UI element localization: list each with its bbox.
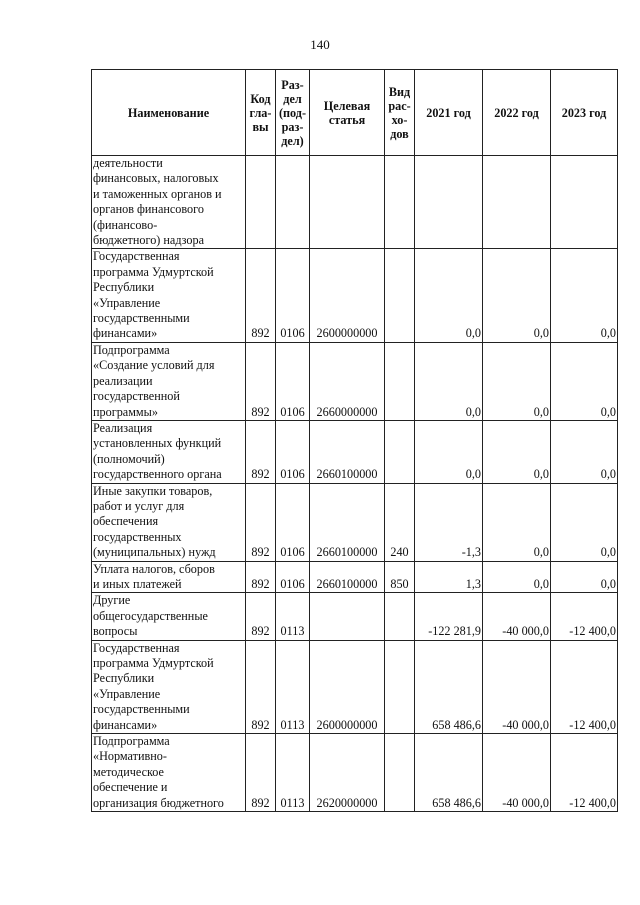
cell-razdel: 0106 (276, 342, 310, 420)
cell-kod: 892 (246, 734, 276, 812)
cell-vid (385, 640, 415, 733)
row-name-line: государственными (93, 311, 190, 326)
cell-razdel: 0113 (276, 734, 310, 812)
cell-celevaya: 2660100000 (310, 561, 385, 593)
row-name-line: реализации (93, 373, 153, 388)
cell-razdel: 0113 (276, 640, 310, 733)
row-name-line: обеспечение и (93, 780, 168, 795)
row-name-line: обеспечения (93, 514, 159, 529)
cell-kod: 892 (246, 249, 276, 342)
row-name-line: Иные закупки товаров, (93, 483, 213, 498)
row-name-line: государственной (93, 389, 180, 404)
cell-y2022: -40 000,0 (483, 734, 551, 812)
cell-razdel: 0106 (276, 420, 310, 483)
row-name (92, 593, 246, 640)
cell-y2022: 0,0 (483, 342, 551, 420)
cell-razdel (276, 156, 310, 249)
row-name (92, 156, 246, 249)
row-name (92, 483, 246, 561)
cell-vid: 850 (385, 561, 415, 593)
row-name-line: финансами» (93, 717, 158, 732)
row-name-line: Уплата налогов, сборов (93, 561, 215, 576)
cell-y2023: -12 400,0 (551, 640, 618, 733)
header-name: Наименование (92, 70, 246, 156)
cell-kod: 892 (246, 420, 276, 483)
cell-y2022: 0,0 (483, 420, 551, 483)
cell-y2023: 0,0 (551, 342, 618, 420)
cell-vid: 240 (385, 483, 415, 561)
cell-y2023: -12 400,0 (551, 593, 618, 640)
row-name-line: (полномочий) (93, 451, 165, 466)
cell-y2021: 1,3 (415, 561, 483, 593)
row-name-line: программа Удмуртской (93, 656, 214, 670)
row-name (92, 561, 246, 593)
cell-y2021: -122 281,9 (415, 593, 483, 640)
table-row (92, 561, 618, 593)
table-row (92, 342, 618, 420)
row-name-line: программы» (93, 404, 158, 419)
cell-y2023: 0,0 (551, 249, 618, 342)
row-name-line: государственных (93, 529, 182, 544)
cell-y2023 (551, 156, 618, 249)
row-name-line: «Создание условий для (93, 358, 215, 373)
cell-y2022 (483, 156, 551, 249)
budget-table (91, 69, 618, 812)
cell-y2023: 0,0 (551, 420, 618, 483)
cell-vid (385, 734, 415, 812)
cell-y2023: -12 400,0 (551, 734, 618, 812)
cell-y2021: 0,0 (415, 249, 483, 342)
header-2023: 2023 год (551, 70, 618, 156)
cell-y2023: 0,0 (551, 483, 618, 561)
cell-vid (385, 420, 415, 483)
cell-celevaya: 2660100000 (310, 420, 385, 483)
cell-celevaya: 2600000000 (310, 640, 385, 733)
cell-y2022: 0,0 (483, 561, 551, 593)
row-name-line: установленных функций (93, 436, 222, 451)
cell-y2021: 0,0 (415, 420, 483, 483)
row-name (92, 734, 246, 812)
row-name-line: Реализация (93, 420, 153, 435)
cell-y2021: 658 486,6 (415, 734, 483, 812)
header-2021: 2021 год (415, 70, 483, 156)
cell-razdel: 0106 (276, 483, 310, 561)
cell-y2022: 0,0 (483, 483, 551, 561)
header-vid: Вид рас- хо- дов (385, 70, 415, 156)
header-2022: 2022 год (483, 70, 551, 156)
row-name-line: программа Удмуртской (93, 264, 214, 279)
row-name-line: Другие (93, 593, 131, 608)
cell-y2021: -1,3 (415, 483, 483, 561)
row-name (92, 420, 246, 483)
cell-razdel: 0106 (276, 249, 310, 342)
cell-vid (385, 249, 415, 342)
header-celevaya: Целевая статья (310, 70, 385, 156)
row-name-line: работ и услуг для (93, 498, 185, 513)
cell-vid (385, 342, 415, 420)
row-name-line: государственного органа (93, 467, 222, 482)
header-razdel: Раз- дел (под- раз- дел) (276, 70, 310, 156)
cell-celevaya: 2660000000 (310, 342, 385, 420)
row-name-line: государственными (93, 702, 190, 717)
cell-kod: 892 (246, 593, 276, 640)
cell-celevaya: 2600000000 (310, 249, 385, 342)
cell-y2021: 658 486,6 (415, 640, 483, 733)
row-name-line: бюджетного) надзора (93, 233, 205, 248)
row-name-line: Подпрограмма (93, 342, 170, 357)
cell-y2021 (415, 156, 483, 249)
table-row (92, 156, 618, 249)
row-name-line: и таможенных органов и (93, 186, 222, 201)
row-name-line: финансовых, налоговых (93, 171, 219, 186)
row-name-line: Государственная (93, 640, 180, 655)
cell-vid (385, 593, 415, 640)
row-name-line: и иных платежей (93, 576, 182, 591)
cell-y2022: -40 000,0 (483, 640, 551, 733)
cell-y2021: 0,0 (415, 342, 483, 420)
cell-y2023: 0,0 (551, 561, 618, 593)
row-name-line: деятельности (93, 156, 163, 170)
row-name (92, 640, 246, 733)
header-row (92, 70, 618, 156)
table-row (92, 420, 618, 483)
row-name-line: методическое (93, 764, 164, 779)
table-row (92, 734, 618, 812)
table-row (92, 249, 618, 342)
cell-razdel: 0106 (276, 561, 310, 593)
cell-celevaya: 2620000000 (310, 734, 385, 812)
cell-kod: 892 (246, 483, 276, 561)
header-kod: Код гла- вы (246, 70, 276, 156)
row-name-line: «Управление (93, 295, 161, 310)
row-name-line: вопросы (93, 624, 138, 639)
row-name-line: общегосударственные (93, 608, 208, 623)
row-name (92, 342, 246, 420)
row-name-line: финансами» (93, 326, 158, 341)
table-row (92, 640, 618, 733)
cell-kod (246, 156, 276, 249)
page-number: 140 (310, 37, 330, 52)
row-name-line: организация бюджетного (93, 795, 224, 810)
row-name-line: (муниципальных) нужд (93, 545, 216, 560)
row-name-line: (финансово- (93, 217, 158, 232)
row-name-line: Республики (93, 671, 155, 686)
row-name-line: Государственная (93, 249, 180, 264)
row-name (92, 249, 246, 342)
cell-kod: 892 (246, 342, 276, 420)
row-name-line: «Нормативно- (93, 749, 167, 764)
cell-vid (385, 156, 415, 249)
table-row (92, 593, 618, 640)
cell-celevaya (310, 156, 385, 249)
cell-kod: 892 (246, 640, 276, 733)
table-row (92, 483, 618, 561)
row-name-line: Подпрограмма (93, 734, 170, 749)
cell-razdel: 0113 (276, 593, 310, 640)
cell-y2022: 0,0 (483, 249, 551, 342)
cell-y2022: -40 000,0 (483, 593, 551, 640)
cell-kod: 892 (246, 561, 276, 593)
row-name-line: «Управление (93, 686, 161, 701)
row-name-line: Республики (93, 280, 155, 295)
row-name-line: органов финансового (93, 202, 204, 217)
cell-celevaya (310, 593, 385, 640)
cell-celevaya: 2660100000 (310, 483, 385, 561)
